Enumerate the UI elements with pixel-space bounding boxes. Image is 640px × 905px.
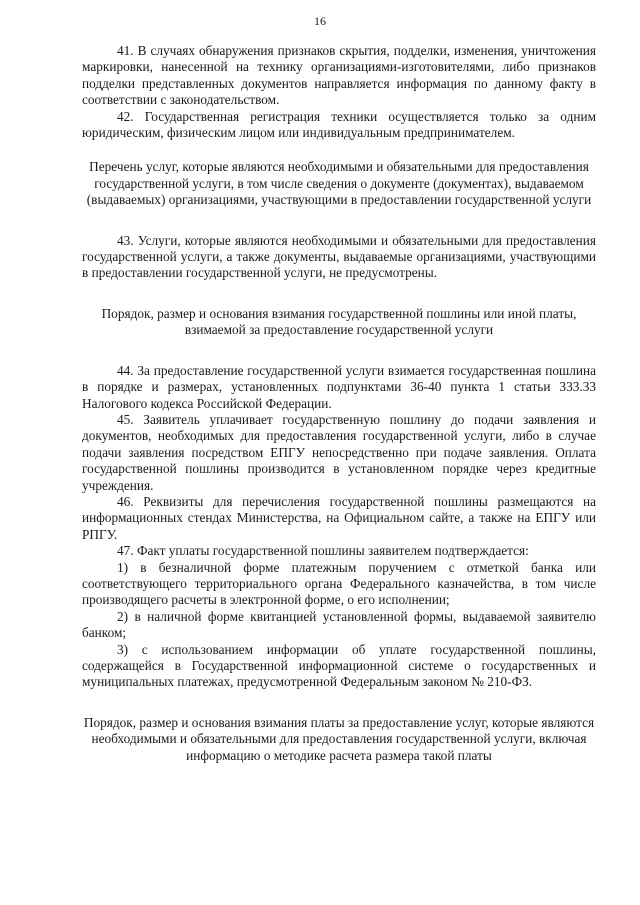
paragraph-42: 42. Государственная регистрация техники осуществляется только за одним юридическим, физическим лицом или индивидуальным предпринимателем. — [82, 108, 596, 141]
heading-payment: Порядок, размер и основания взимания платы за предоставление услуг, которые являются необходимыми и обязательными для предоставления государственной услуги, включая информацию о методике расчета размера такой платы — [83, 714, 595, 763]
paragraph-43: 43. Услуги, которые являются необходимыми и обязательными для предоставления государственной услуги, а также документы, выдаваемые организациями, участвующими в предоставлении государственной услуги, не предусмотрены. — [82, 232, 596, 281]
page-number: 16 — [314, 14, 326, 28]
paragraph-47-item-1: 1) в безналичной форме платежным поручением с отметкой банка или соответствующего территориального органа Федерального казначейства, в том числе производящего расчеты в электронной форме, о его исполнении; — [82, 559, 596, 608]
heading-state-fee: Порядок, размер и основания взимания государственной пошлины или иной платы, взимаемой за предоставление государственной услуги — [101, 305, 577, 338]
document-body — [82, 43, 596, 764]
paragraph-41: 41. В случаях обнаружения признаков скрытия, подделки, изменения, уничтожения маркировки, нанесенной на технику организациями-изготовителями, либо признаков подделки представленных документов направляется информация по данному факту в соответствии с законодательством. — [82, 43, 596, 108]
paragraph-47: 47. Факт уплаты государственной пошлины заявителем подтверждается: — [117, 543, 529, 559]
paragraph-47-item-2: 2) в наличной форме квитанцией установленной формы, выдаваемой заявителю банком; — [82, 608, 596, 641]
paragraph-47-item-3: 3) с использованием информации об уплате государственной пошлины, содержащейся в Государственной информационной системе о государственных и муниципальных платежах, предусмотренной Федеральным законом № 210-ФЗ. — [82, 641, 596, 690]
paragraph-46: 46. Реквизиты для перечисления государственной пошлины размещаются на информационных стендах Министерства, на Официальном сайте, а также на ЕПГУ или РПГУ. — [82, 493, 596, 542]
heading-services: Перечень услуг, которые являются необходимыми и обязательными для предоставления государственной услуги, в том числе сведения о документе (документах), выдаваемом (выдаваемых) организациями, участвующими в предоставлении государственной услуги — [86, 159, 592, 208]
paragraph-44: 44. За предоставление государственной услуги взимается государственная пошлина в порядке и размерах, установленных подпунктами 36-40 пункта 1 статьи 333.33 Налогового кодекса Российской Федерации. — [82, 362, 596, 411]
paragraph-45: 45. Заявитель уплачивает государственную пошлину до подачи заявления и документов, необходимых для предоставления государственной услуги, либо в случае подачи заявления посредством ЕПГУ непосредственно при подаче заявления. Оплата государственной пошлины производится в установленном порядке через кредитные учреждения. — [82, 411, 596, 493]
